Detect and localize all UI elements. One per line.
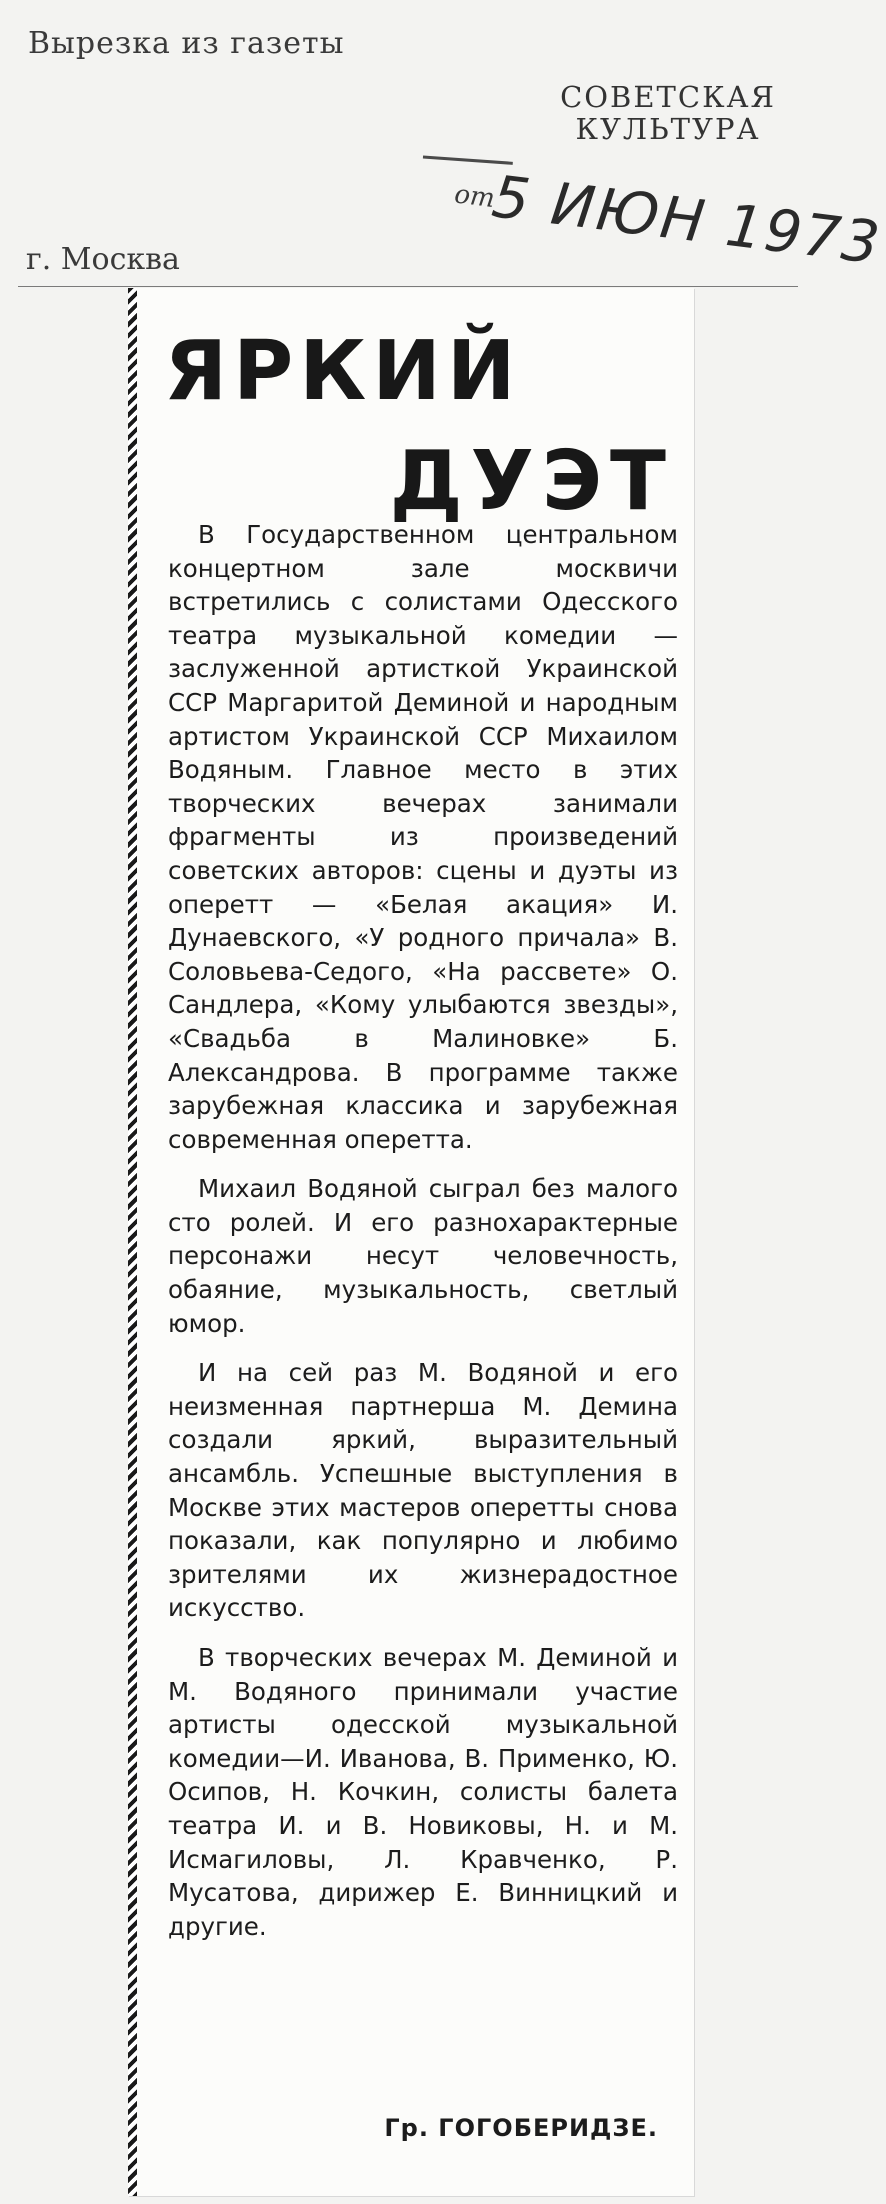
title-line1: ЯРКИЙ bbox=[164, 324, 522, 419]
source-label: Вырезка из газеты bbox=[28, 26, 345, 61]
article-paragraph-3: И на сей раз М. Водяной и его неизменная партнерша М. Демина создали яркий, выразительный ансамбль. Успешные выступления в Москве этих мастеров оперетты снова показали, как популярно и любимо зрителями их жизнерадостное искусство. bbox=[168, 1358, 678, 1623]
article-title bbox=[164, 318, 674, 536]
date-prefix: от bbox=[452, 179, 497, 215]
date-stamp bbox=[411, 147, 885, 302]
article-paragraph-1: В Государственном центральном концертном зале москвичи встретились с солистами Одесского театра музыкальной комедии — заслуженной артисткой Украинской ССР Маргаритой Деминой и народным артистом Украинской ССР Михаилом Водяным. Главное место в этих творческих вечерах занимали фрагменты из произведений советских авторов: сцены и дуэты из оперетт — «Белая акация» И. Дунаевского, «У родного причала» В. Соловьева-Седого, «На рассвете» О. Сандлера, «Кому улыбаются звезды», «Свадьба в Малиновке» Б. Александрова. В программе также зарубежная классика и зарубежная современная оперетта. bbox=[168, 520, 678, 1154]
newspaper-name bbox=[548, 82, 788, 146]
city-label: г. Москва bbox=[26, 242, 180, 277]
header-divider bbox=[18, 286, 798, 287]
article-paragraph-2: Михаил Водяной сыграл без малого сто ролей. И его разнохарактерные персонажи несут человечность, обаяние, музыкальность, светлый юмор. bbox=[168, 1174, 678, 1338]
article-body bbox=[168, 518, 678, 1959]
article-paragraph-4: В творческих вечерах М. Деминой и М. Водяного принимали участие артисты одесской музыкальной комедии—И. Иванова, В. Применко, Ю. Осипов, Н. Кочкин, солисты балета театра И. и В. Новиковы, Н. и М. Исмагиловы, Л. Кравченко, Р. Мусатова, дирижер Е. Винницкий и другие. bbox=[168, 1643, 678, 1941]
hatched-border bbox=[128, 288, 137, 2196]
date-value: 5 ИЮН 1973 bbox=[488, 162, 885, 278]
newspaper-clipping bbox=[128, 288, 694, 2196]
newspaper-name-line2: КУЛЬТУРА bbox=[575, 111, 761, 146]
newspaper-name-line1: СОВЕТСКАЯ bbox=[560, 80, 776, 114]
title-line2: ДУЭТ bbox=[389, 434, 674, 529]
author-byline: Гр. ГОГОБЕРИДЗЕ. bbox=[384, 2114, 658, 2142]
